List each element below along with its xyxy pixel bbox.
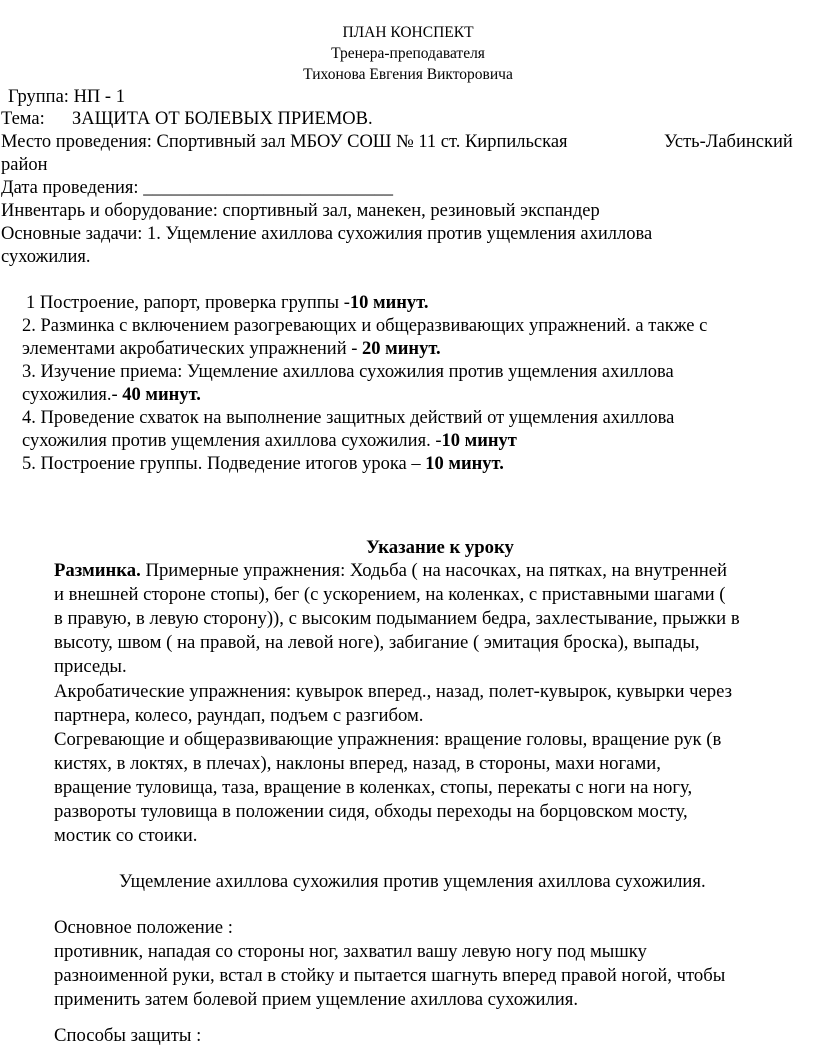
plan-item-text: 4. Проведение схваток на выполнение защитных действий от ущемления ахиллова: [22, 408, 675, 428]
warmup-line: высоту, швом ( на правой, на левой ноге), забигание ( эмитация броска), выпады,: [54, 632, 700, 653]
acro-line: партнера, колесо, раундап, подъем с разгибом.: [54, 705, 424, 726]
warmup-line: и внешней стороне стопы), бег (с ускорением, на коленках, с приставными шагами (: [54, 584, 726, 605]
heat-line: Согревающие и общеразвивающие упражнения: вращение головы, вращение рук (в: [54, 729, 722, 750]
topic-value: ЗАЩИТА ОТ БОЛЕВЫХ ПРИЕМОВ.: [72, 109, 373, 129]
place-line-2: район: [1, 155, 48, 175]
plan-item-text: 2. Разминка с включением разогревающих и общеразвивающих упражнений. а также с: [22, 316, 708, 336]
group-line: Группа: НП - 1: [8, 87, 125, 107]
plan-item-5: [22, 453, 504, 477]
tasks-line: Основные задачи: 1. Ущемление ахиллова сухожилия против ущемления ахиллова: [1, 224, 653, 244]
position-line: противник, нападая со стороны ног, захватил вашу левую ногу под мышку: [54, 941, 647, 962]
heat-line: мостик со стоики.: [54, 825, 198, 846]
warmup-line-1: [54, 559, 727, 583]
plan-item-text: 5. Построение группы. Подведение итогов урока –: [22, 454, 426, 474]
date-line: Дата проведения: ___________________________: [1, 178, 393, 198]
plan-item-3: [22, 361, 674, 385]
plan-item-duration: 10 минут: [441, 431, 517, 451]
instructions-title: Указание к уроку: [366, 537, 514, 558]
defense-label: Способы защиты :: [54, 1025, 202, 1046]
plan-item-duration: 20 минут.: [362, 339, 441, 359]
place-district: Усть-Лабинский: [664, 132, 793, 152]
topic-label: Тема:: [1, 109, 45, 129]
plan-item-duration: 10 минут.: [425, 454, 504, 474]
doc-subtitle-role: Тренера-преподавателя: [331, 45, 485, 62]
plan-item-1: [26, 292, 429, 316]
acro-line: Акробатические упражнения: кувырок вперед., назад, полет-кувырок, кувырки через: [54, 681, 733, 702]
technique-title: Ущемление ахиллова сухожилия против ущемления ахиллова сухожилия.: [119, 871, 706, 892]
warmup-text: Примерные упражнения: Ходьба ( на насочках, на пятках, на внутренней: [140, 560, 728, 581]
heat-line: кистях, в локтях, в плечах), наклоны вперед, назад, в стороны, махи ногами,: [54, 753, 661, 774]
warmup-label: Разминка.: [54, 560, 141, 581]
plan-item-text: сухожилия.-: [22, 385, 123, 405]
plan-item-text: 3. Изучение приема: Ущемление ахиллова сухожилия против ущемления ахиллова: [22, 362, 674, 382]
position-label: Основное положение :: [54, 917, 233, 938]
equipment-line: Инвентарь и оборудование: спортивный зал, манекен, резиновый экспандер: [1, 201, 600, 221]
heat-line: вращение туловища, таза, вращение в коленках, стопы, перекаты с ноги на ногу,: [54, 777, 693, 798]
plan-item-duration: 40 минут.: [122, 385, 201, 405]
plan-item-2-cont: [22, 338, 441, 362]
position-line: разноименной руки, встал в стойку и пытается шагнуть вперед правой ногой, чтобы: [54, 965, 726, 986]
plan-item-text: элементами акробатических упражнений -: [22, 339, 363, 359]
plan-item-text: 1 Построение, рапорт, проверка группы -: [26, 293, 350, 313]
doc-title: ПЛАН КОНСПЕКТ: [342, 24, 474, 41]
plan-item-4-cont: [22, 430, 517, 454]
doc-subtitle-name: Тихонова Евгения Викторовича: [303, 66, 513, 83]
plan-item-duration: 10 минут.: [349, 293, 429, 313]
warmup-line: в правую, в левую сторону)), с высоким подыманием бедра, захлестывание, прыжки в: [54, 608, 740, 629]
tasks-line-2: сухожилия.: [1, 247, 91, 267]
place-line: Место проведения: Спортивный зал МБОУ СОШ № 11 ст. Кирпильская: [1, 132, 568, 152]
position-line: применить затем болевой прием ущемление ахиллова сухожилия.: [54, 989, 579, 1010]
plan-item-3-cont: [22, 384, 201, 408]
plan-item-4: [22, 407, 674, 431]
heat-line: развороты туловища в положении сидя, обходы переходы на борцовском мосту,: [54, 801, 688, 822]
plan-item-text: сухожилия против ущемления ахиллова сухожилия. -: [22, 431, 442, 451]
warmup-line: приседы.: [54, 656, 127, 677]
plan-item-2: [22, 315, 707, 339]
